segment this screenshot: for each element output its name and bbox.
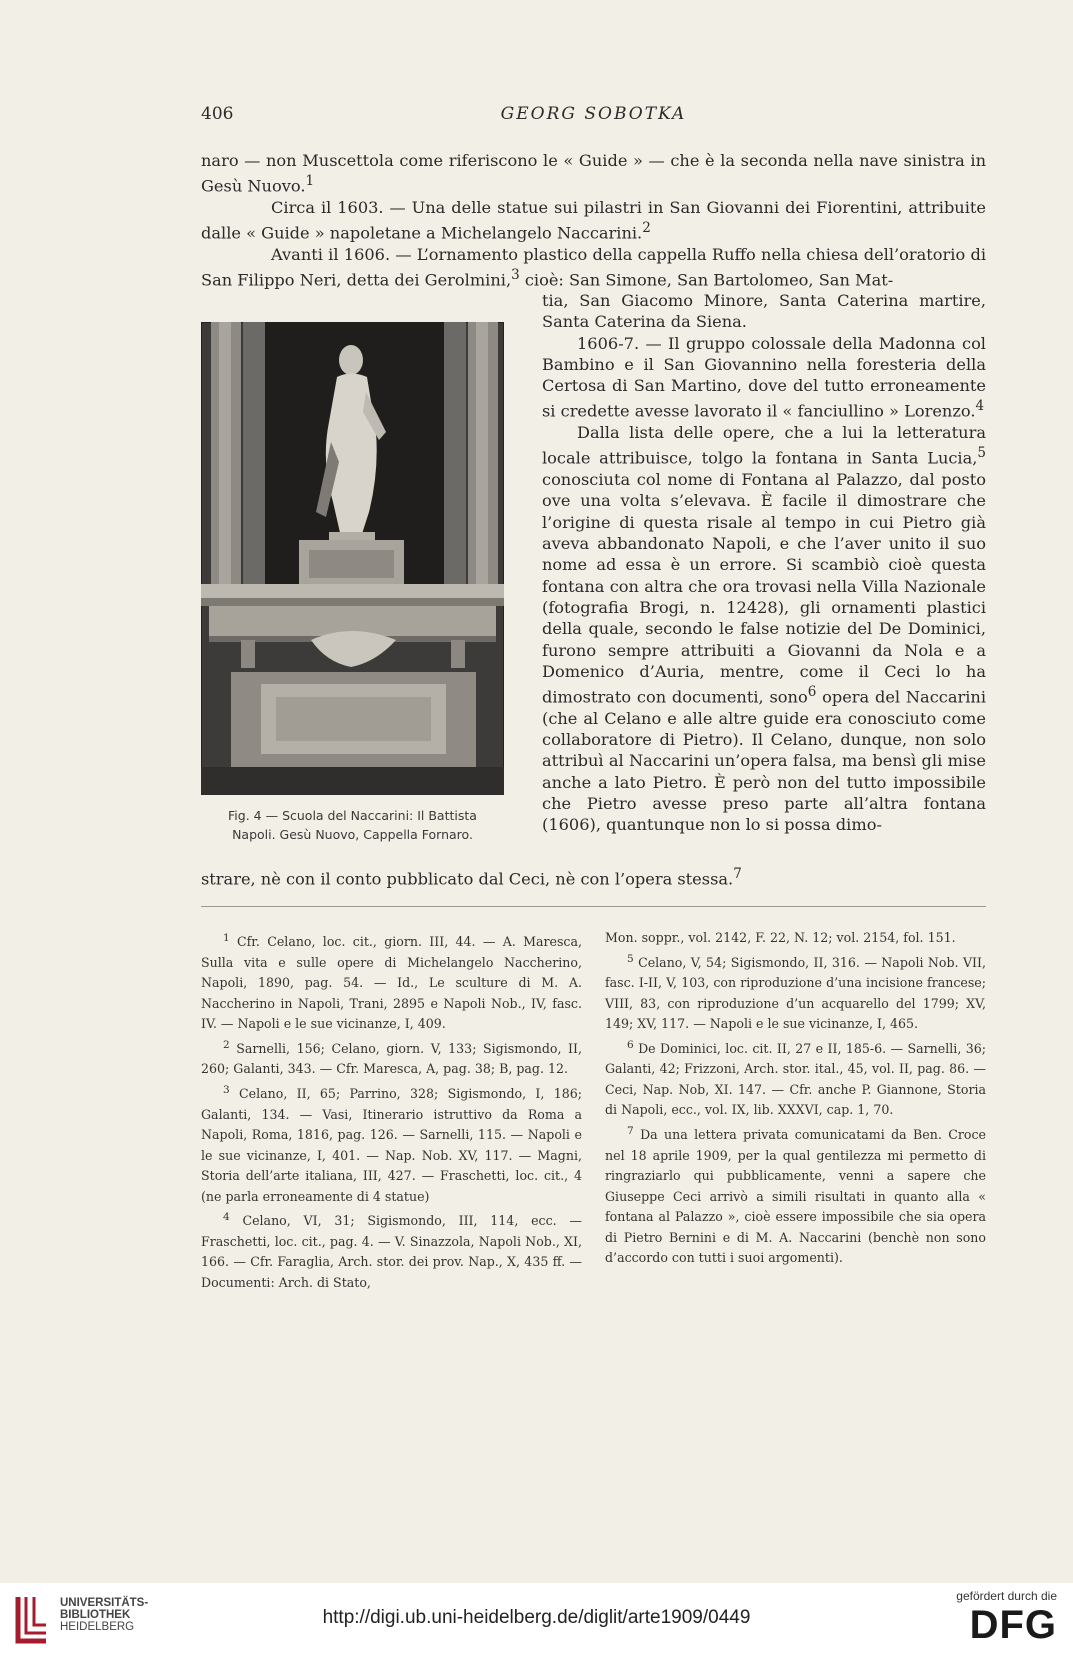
running-header: [201, 104, 986, 128]
footnote-ref-5[interactable]: 5: [977, 445, 986, 462]
footnote-ref-3[interactable]: 3: [511, 267, 520, 284]
paragraph-6: Dalla lista delle opere, che a lui la letteratura locale attribuisce, tolgo la fontana in Santa Lucia,$^5$ conosciuta col nome di Fontana al Palazzo, dal posto ove una volta s’elevava. È facile il dimostrare che l’origine di questa risale al tempo in cui Pietro già aveva abbandonato Napoli, e che l’aver unito il suo nome ad essa è un errore. Si scambiò cioè questa fontana con altra che ora trovasi nella Villa Nazionale (fotografia Brogi, n. 12428), gli ornamenti plastici della quale, secondo le false notizie del De Dominici, furono sempre attribuiti a Giovanni da Nola e a Domenico d’Auria, mentre, come il Ceci lo ha dimostrato con documenti, sono$^6$ opera del Naccarini (che al Celano e alle altre guide era conosciuto come collaboratore di Pietro). Il Celano, dunque, non solo attribuì al Naccarini un’opera falsa, ma bensì gli mise anche a lato Pietro. È però non del tutto impossibile che Pietro avesse preso parte all’altra fontana (1606), quantunque non lo si possa dimo-: [542, 423, 986, 835]
source-url-link[interactable]: http://digi.ub.uni-heidelberg.de/diglit/arte1909/0449: [322, 1607, 751, 1628]
caption-line-1: Fig. 4 — Scuola del Naccarini: Il Battista: [228, 808, 477, 823]
footnote-ref-1[interactable]: 1: [305, 173, 315, 190]
footnote-3: $^3$ Celano, II, 65; Parrino, 328; Sigismondo, I, 186; Galanti, 134. — Vasi, Itinerario istruttivo da Roma a Napoli, Roma, 1816, pag. 126. — Sarnelli, 115. — Napoli e le sue vicinanze, I, 401. — Nap. Nob. XV, 117. — Magni, Storia dell’arte italiana, III, 427. — Fraschetti, loc. cit., 4 (ne parla erroneamente di 4 statue): [201, 1083, 582, 1204]
footnote-2: $^2$ Sarnelli, 156; Celano, giorn. V, 133; Sigismondo, II, 260; Galanti, 343. — Cfr. Maresca, A, pag. 38; B, pag. 12.: [201, 1038, 582, 1077]
running-title: GEORG SOBOTKA: [500, 104, 687, 124]
footnote-4-continued: Mon. soppr., vol. 2142, F. 22, N. 12; vol. 2154, fol. 151.: [605, 930, 956, 945]
main-text-bottom: [201, 864, 986, 890]
digitization-footer: [0, 1583, 1073, 1657]
paragraph-3: Avanti il 1606. — L’ornamento plastico della cappella Ruffo nella chiesa dell’oratorio di San Filippo Neri, detta dei Gerolmini,$^3$ cioè: San Simone, San Bartolomeo, San Mat-: [201, 244, 986, 290]
paragraph-1: naro — non Muscettola come riferiscono le « Guide » — che è la seconda nella nave sinistra in Gesù Nuovo.$^1$: [201, 151, 986, 196]
main-text-top: [201, 150, 986, 291]
paragraph-7: strare, nè con il conto pubblicato dal Ceci, nè con l’opera stessa.$^7$: [201, 866, 742, 889]
footnote-1: $^1$ Cfr. Celano, loc. cit., giorn. III, 44. — A. Maresca, Sulla vita e sulle opere di Michelangelo Naccherino, Napoli, 1890, pag. 54. — Id., Le sculture di M. A. Naccherino in Napoli, Trani, 2895 e Napoli Nob., IV, fasc. IV. — Napoli e le sue vicinanze, I, 409.: [201, 932, 582, 1032]
paragraph-2: Circa il 1603. — Una delle statue sui pilastri in San Giovanni dei Fiorentini, attribuite dalle « Guide » napoletane a Michelangelo Naccarini.$^2$: [201, 197, 986, 243]
footnote-divider: [201, 906, 986, 907]
footnote-5: $^5$ Celano, V, 54; Sigismondo, II, 316. — Napoli Nob. VII, fasc. I-II, V, 103, con riproduzione d’una incisione francese; VIII, 83, con riproduzione d’un acquarello del 1799; XV, 149; XV, 117. — Napoli e le sue vicinanze, I, 465.: [605, 952, 986, 1032]
footnotes-left-column: [201, 928, 582, 1293]
footnote-7: $^7$ Da una lettera privata comunicatami da Ben. Croce nel 18 aprile 1909, per la qual gentilezza mi permetto di ringraziarlo qui pubblicamente, venni a sapere che Giuseppe Ceci arrivò a simili risultati in quanto alla « fontana al Palazzo », cioè essere impossibile che sia opera di Pietro Bernini e di M. A. Naccarini (benchè non sono d’accordo con tutti i suoi argomenti).: [605, 1124, 986, 1266]
paragraph-4: tia, San Giacomo Minore, Santa Caterina martire, Santa Caterina da Siena.: [542, 291, 986, 332]
university-library-name: UNIVERSITÄTS- BIBLIOTHEK HEIDELBERG: [60, 1597, 149, 1633]
footnote-ref-2[interactable]: 2: [642, 220, 651, 237]
page-number: 406: [201, 104, 234, 124]
funding-label: gefördert durch die: [956, 1589, 1057, 1603]
statue-photo-image: [201, 322, 504, 795]
footnote-ref-7[interactable]: 7: [733, 866, 742, 882]
dfg-logo: DFG: [969, 1603, 1057, 1647]
footnote-ref-4[interactable]: 4: [975, 398, 985, 415]
caption-line-2: Napoli. Gesù Nuovo, Cappella Fornaro.: [232, 827, 473, 842]
footnote-ref-6[interactable]: 6: [807, 684, 817, 701]
paragraph-5: 1606-7. — Il gruppo colossale della Madonna col Bambino e il San Giovannino nella foresteria della Certosa di San Martino, dove del tutto erroneamente si credette avesse lavorato il « fanciullino » Lorenzo.$^4$: [542, 333, 986, 421]
footnote-6: $^6$ De Dominici, loc. cit. II, 27 e II, 185-6. — Sarnelli, 36; Galanti, 42; Frizzoni, Arch. stor. ital., 45, vol. II, pag. 86. — Ceci, Nap. Nob, XI. 147. — Cfr. anche P. Giannone, Storia di Napoli, ecc., vol. IX, lib. XXXVI, cap. 1, 70.: [605, 1038, 986, 1118]
figure-caption: [201, 806, 504, 844]
footnotes-right-column: [605, 928, 986, 1269]
footnote-4: $^4$ Celano, VI, 31; Sigismondo, III, 114, ecc. — Fraschetti, loc. cit., pag. 4. — V. Sinazzola, Napoli Nob., XI, 166. — Cfr. Faraglia, Arch. stor. dei prov. Nap., X, 435 ff. — Documenti: Arch. di Stato,: [201, 1211, 582, 1290]
figure-photo: [201, 322, 504, 795]
right-column-text: [542, 290, 986, 836]
